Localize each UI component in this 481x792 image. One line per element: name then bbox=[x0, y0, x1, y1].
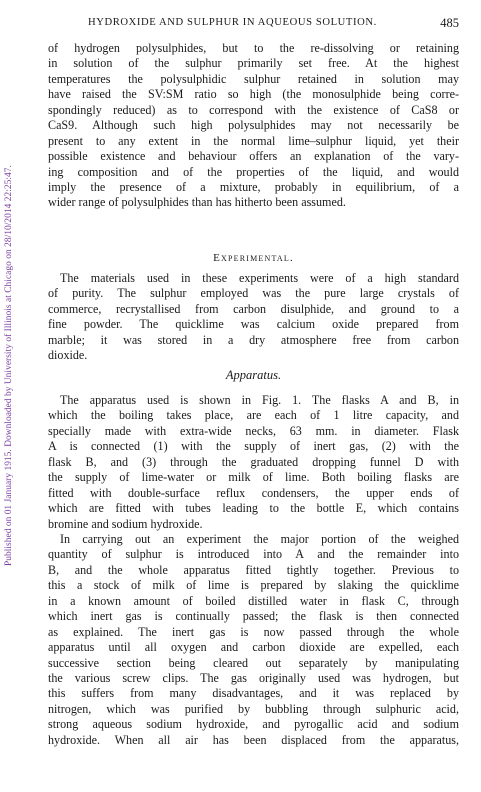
text-line: specially made with extra-wide necks, 63 mm. in diameter. Flask bbox=[48, 423, 459, 438]
paragraph-procedure bbox=[48, 532, 459, 748]
text-line: which inert gas is continually passed; the flask is then connected bbox=[48, 609, 459, 624]
running-head bbox=[48, 17, 459, 33]
text-line: A is connected (1) with the supply of inert gas, (2) with the bbox=[48, 439, 459, 454]
paragraph-materials bbox=[48, 271, 459, 364]
text-line: in solution of the sulphur primarily set free. At the highest bbox=[48, 56, 459, 71]
text-line: in a known amount of boiled distilled water in flask C, through bbox=[48, 593, 459, 608]
text-line: which are fitted with tubes leading to the bottle E, which contains bbox=[48, 501, 459, 516]
text-line: strong aqueous sodium hydroxide, and pyrogallic acid and sodium bbox=[48, 717, 459, 732]
download-notice-text: Published on 01 January 1915. Downloaded by University of Illinois at Chicago on 28/10/2014 22:25:47. bbox=[4, 165, 14, 566]
paragraph-polysulphides bbox=[48, 41, 459, 211]
running-title: HYDROXIDE AND SULPHUR IN AQUEOUS SOLUTION. bbox=[88, 17, 377, 28]
text-line: The materials used in these experiments were of a high standard bbox=[60, 271, 459, 285]
text-line: imply the presence of a mixture, probably in equilibrium, of a bbox=[48, 179, 459, 194]
text-line: present to any extent in the normal lime–sulphur liquid, yet their bbox=[48, 133, 459, 148]
text-line: hydroxide. When all air has been displaced from the apparatus, bbox=[48, 732, 459, 747]
download-notice bbox=[3, 36, 17, 566]
text-line: this a stock of milk of lime is prepared by slaking the quicklime bbox=[48, 578, 459, 593]
page-number: 485 bbox=[440, 16, 459, 30]
text-line: flask B, and (3) through the graduated dropping funnel D with bbox=[48, 454, 459, 469]
text-line: fitted with double-surface reflux condensers, the upper ends of bbox=[48, 485, 459, 500]
paragraph-apparatus bbox=[48, 393, 459, 532]
text-line: CaS9. Although such high polysulphides may not necessarily be bbox=[48, 118, 459, 133]
text-line: this suffers from many disadvantages, and it was replaced by bbox=[48, 686, 459, 701]
text-line: fine powder. The quicklime was calcium oxide prepared from bbox=[48, 317, 459, 332]
section-heading-apparatus bbox=[48, 368, 459, 383]
text-line: possible existence and behaviour offers an explanation of the vary- bbox=[48, 149, 459, 164]
section-heading-text: Apparatus. bbox=[225, 368, 282, 382]
text-line: ing composition and of the properties of the liquid, and would bbox=[48, 164, 459, 179]
text-line: The apparatus used is shown in Fig. 1. The flasks A and B, in bbox=[60, 393, 459, 407]
text-line: wider range of polysulphides than has hitherto been assumed. bbox=[48, 195, 346, 210]
section-heading-experimental bbox=[48, 252, 459, 264]
text-line: dioxide. bbox=[48, 348, 88, 363]
text-line: commerce, recrystallised from carbon disulphide, and ground to a bbox=[48, 301, 459, 316]
text-line: successive section being cleared out separately by manipulating bbox=[48, 655, 459, 670]
text-line: temperatures the polysulphidic sulphur retained in solution may bbox=[48, 71, 459, 86]
text-line: have raised the SV:SM ratio so high (the monosulphide being corre- bbox=[48, 87, 459, 102]
text-line: as explained. The inert gas is now passed through the whole bbox=[48, 624, 459, 639]
text-line: the various screw clips. The gas originally used was hydrogen, but bbox=[48, 670, 459, 685]
text-line: quantity of sulphur is introduced into A and the remainder into bbox=[48, 547, 459, 562]
text-line: the supply of lime-water or milk of lime. Both boiling flasks are bbox=[48, 470, 459, 485]
text-line: which the boiling takes place, are each of 1 litre capacity, and bbox=[48, 408, 459, 423]
text-line: In carrying out an experiment the major portion of the weighed bbox=[60, 532, 459, 546]
text-line: B, and the whole apparatus fitted tightly together. Previous to bbox=[48, 562, 459, 577]
text-line: of hydrogen polysulphides, but to the re-dissolving or retaining bbox=[48, 41, 459, 55]
text-line: apparatus until all oxygen and carbon dioxide are expelled, each bbox=[48, 640, 459, 655]
text-line: marble; it was stored in a dry atmosphere free from carbon bbox=[48, 332, 459, 347]
text-line: spondingly reduced) as to correspond with the existence of CaS8 or bbox=[48, 102, 459, 117]
text-line: bromine and sodium hydroxide. bbox=[48, 516, 203, 531]
text-line: nitrogen, which was purified by bubbling through sulphuric acid, bbox=[48, 701, 459, 716]
text-line: of purity. The sulphur employed was the pure large crystals of bbox=[48, 286, 459, 301]
section-heading-text: Experimental. bbox=[213, 252, 294, 264]
